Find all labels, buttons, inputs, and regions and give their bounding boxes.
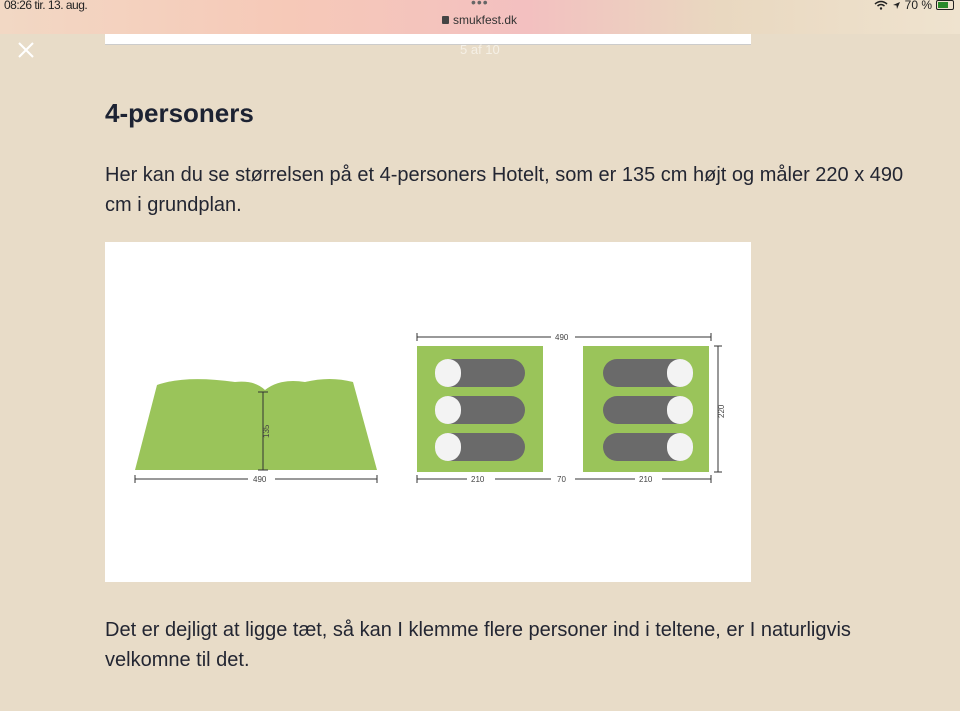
lock-icon (442, 16, 449, 24)
tent-diagram-svg (105, 242, 751, 582)
section-heading: 4-personers (105, 98, 254, 128)
depth-label: 220 (717, 404, 726, 418)
battery-percent: 70 % (904, 0, 932, 12)
left-room-label: 210 (471, 475, 485, 484)
status-time: 08:26 tir. 13. aug. (4, 0, 88, 12)
outro-paragraph: Det er dejligt at ligge tæt, så kan I klemme flere personer ind i teltene, er I naturligvis velkomne til det. (105, 619, 851, 671)
sleeping-mats-left (435, 359, 525, 461)
side-height-label: 135 (262, 424, 271, 438)
page-counter: 5 af 10 (460, 42, 500, 57)
wifi-icon (874, 0, 888, 10)
right-room-label: 210 (639, 475, 653, 484)
status-bar (0, 0, 960, 34)
side-width-label: 490 (253, 475, 267, 484)
location-icon (892, 1, 901, 10)
tent-side-view (135, 379, 377, 470)
close-icon[interactable] (16, 40, 36, 60)
more-dots-icon[interactable]: ••• (471, 0, 489, 10)
battery-icon (936, 0, 954, 10)
intro-paragraph: Her kan du se størrelsen på et 4-personers Hotelt, som er 135 cm højt og måler 220 x 490 cm i grundplan. (105, 164, 904, 216)
tent-size-diagram (105, 242, 751, 582)
sleeping-mats-right (603, 359, 693, 461)
url-text: smukfest.dk (453, 13, 518, 27)
top-width-label: 490 (555, 333, 569, 342)
status-indicators (874, 0, 954, 12)
url-bar[interactable] (442, 13, 517, 27)
previous-content-edge (105, 34, 751, 45)
gap-label: 70 (557, 475, 566, 484)
